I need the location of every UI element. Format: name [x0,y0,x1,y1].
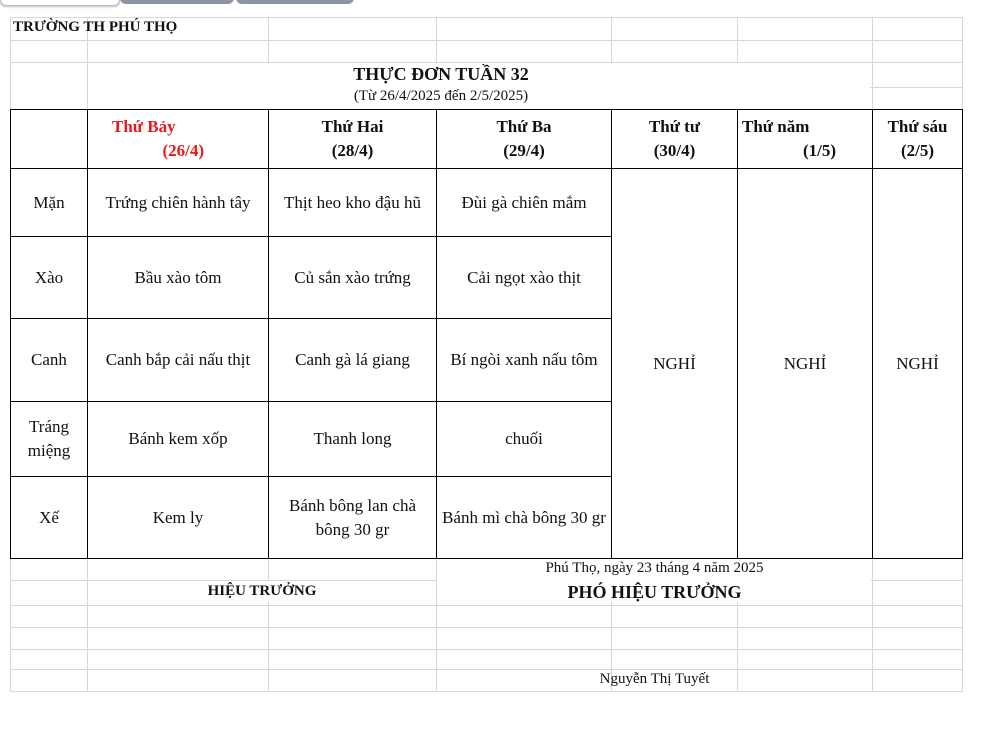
sheet-tab-active[interactable] [0,0,120,6]
school-name: TRƯỜNG TH PHÚ THỌ [13,19,178,35]
dish-cell: Củ sắn xào trứng [269,237,437,319]
menu-title: THỰC ĐƠN TUẦN 32 [353,64,529,84]
day-header: Thứ Ba (29/4) [437,110,612,169]
day-header: Thứ năm (1/5) [738,110,873,169]
meal-label: Tráng miệng [11,402,88,477]
sheet-tab[interactable] [236,0,354,4]
dish-cell: Thịt heo kho đậu hũ [269,169,437,237]
principal-title: HIỆU TRƯỞNG [207,583,317,599]
meal-label: Canh [11,319,88,402]
signer-name: Nguyễn Thị Tuyết [599,671,710,687]
dish-cell: Đùi gà chiên mắm [437,169,612,237]
corner-cell [11,110,88,169]
day-off-cell: NGHỈ [738,169,873,559]
date-range: (Từ 26/4/2025 đến 2/5/2025) [353,88,529,104]
meal-row [11,169,963,237]
meal-label: Xào [11,237,88,319]
sheet-tabs [0,0,360,8]
day-header: Thứ Hai (28/4) [269,110,437,169]
dish-cell: Bí ngòi xanh nấu tôm [437,319,612,402]
sheet-tab[interactable] [120,0,234,4]
dish-cell: Bầu xào tôm [88,237,269,319]
meal-label: Mặn [11,169,88,237]
weekly-menu-table [10,109,963,559]
day-header: Thứ tư (30/4) [612,110,738,169]
dish-cell: Bánh bông lan chà bông 30 gr [269,477,437,559]
days-header-row [11,110,963,169]
day-off-cell: NGHỈ [612,169,738,559]
day-off-cell: NGHỈ [873,169,963,559]
day-header: Thứ sáu (2/5) [873,110,963,169]
vice-principal-title: PHÓ HIỆU TRƯỞNG [567,582,742,602]
dish-cell: Canh gà lá giang [269,319,437,402]
day-header: Thứ Bảy (26/4) [88,110,269,169]
place-date: Phú Thọ, ngày 23 tháng 4 năm 2025 [545,560,764,576]
meal-label: Xế [11,477,88,559]
dish-cell: Thanh long [269,402,437,477]
dish-cell: Cải ngọt xào thịt [437,237,612,319]
dish-cell: Bánh mì chà bông 30 gr [437,477,612,559]
dish-cell: Trứng chiên hành tây [88,169,269,237]
dish-cell: Bánh kem xốp [88,402,269,477]
dish-cell: chuối [437,402,612,477]
dish-cell: Canh bắp cải nấu thịt [88,319,269,402]
dish-cell: Kem ly [88,477,269,559]
